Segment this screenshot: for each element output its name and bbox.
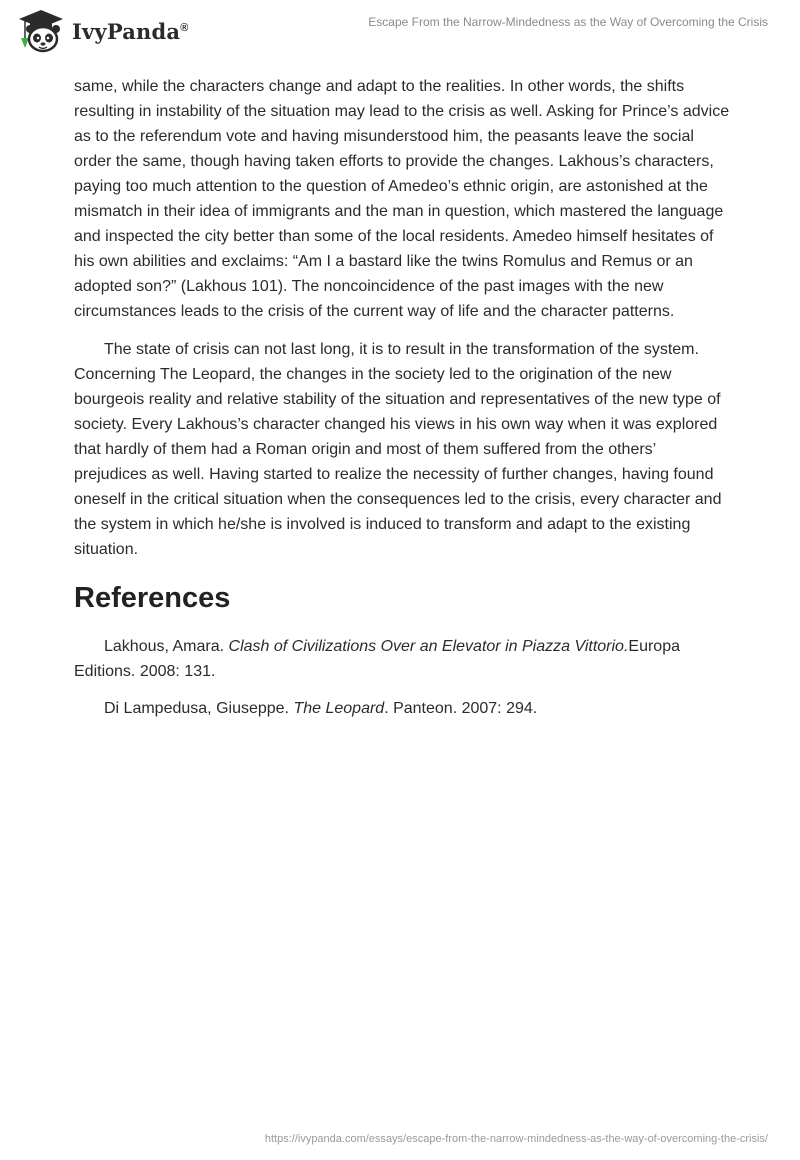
essay-content (74, 74, 730, 733)
reference-item (74, 634, 730, 684)
reference-author: Di Lampedusa, Giuseppe. (104, 700, 294, 717)
references-heading: References (74, 582, 231, 614)
source-url-link[interactable]: https://ivypanda.com/essays/escape-from-the-narrow-mindedness-as-the-way-of-overcoming-the-crisis/ (264, 1133, 768, 1145)
logo-wordmark (72, 19, 189, 44)
panda-graduate-icon (16, 8, 66, 54)
reference-publisher: . Panteon. 2007: 294. (384, 700, 538, 717)
reference-title: The Leopard (293, 700, 385, 717)
body-paragraph: The state of crisis can not last long, it is to result in the transformation of the system. Concerning The Leopard, the changes in the society led to the origination of the new bourgeois reality and relative stability of the situation and representatives of the new type of society. Every Lakhous’s character changed his views in his own way when it was explored that hardly of them had a Roman origin and most of them suffered from the others’ prejudices as well. Having started to realize the necessity of further changes, having found oneself in the critical situation when the consequences led to the crisis, every character and the system in which he/she is involved is induced to transform and adapt to the existing situation. (74, 341, 722, 558)
reference-item (74, 696, 730, 721)
document-title: Escape From the Narrow-Mindedness as the Way of Overcoming the Crisis (368, 15, 768, 29)
reference-title: Clash of Civilizations Over an Elevator in Piazza Vittorio. (228, 638, 629, 655)
body-paragraph: same, while the characters change and adapt to the realities. In other words, the shifts resulting in instability of the situation may lead to the crisis as well. Asking for Prince’s advice as to the referendum vote and having misunderstood him, the peasants leave the social order the same, though having taken efforts to provide the changes. Lakhous’s characters, paying too much attention to the question of Amedeo’s ethnic origin, are astonished at the mismatch in their idea of immigrants and the man in question, which mastered the language and inspected the city better than some of the local residents. Amedeo himself hesitates of his own abilities and exclaims: “Am I a bastard like the twins Romulus and Remus or an adopted son?” (Lakhous 101). The noncoincidence of the past images with the new circumstances leads to the crisis of the current way of life and the character patterns. (74, 78, 730, 320)
logo-text: IvyPanda (72, 18, 181, 44)
reference-author: Lakhous, Amara. (104, 638, 229, 655)
ivypanda-logo[interactable] (16, 8, 189, 54)
registered-mark: ® (180, 21, 189, 34)
page-header (0, 0, 800, 60)
reference-publisher: Europa Editions. 2008: 131. (74, 638, 680, 680)
